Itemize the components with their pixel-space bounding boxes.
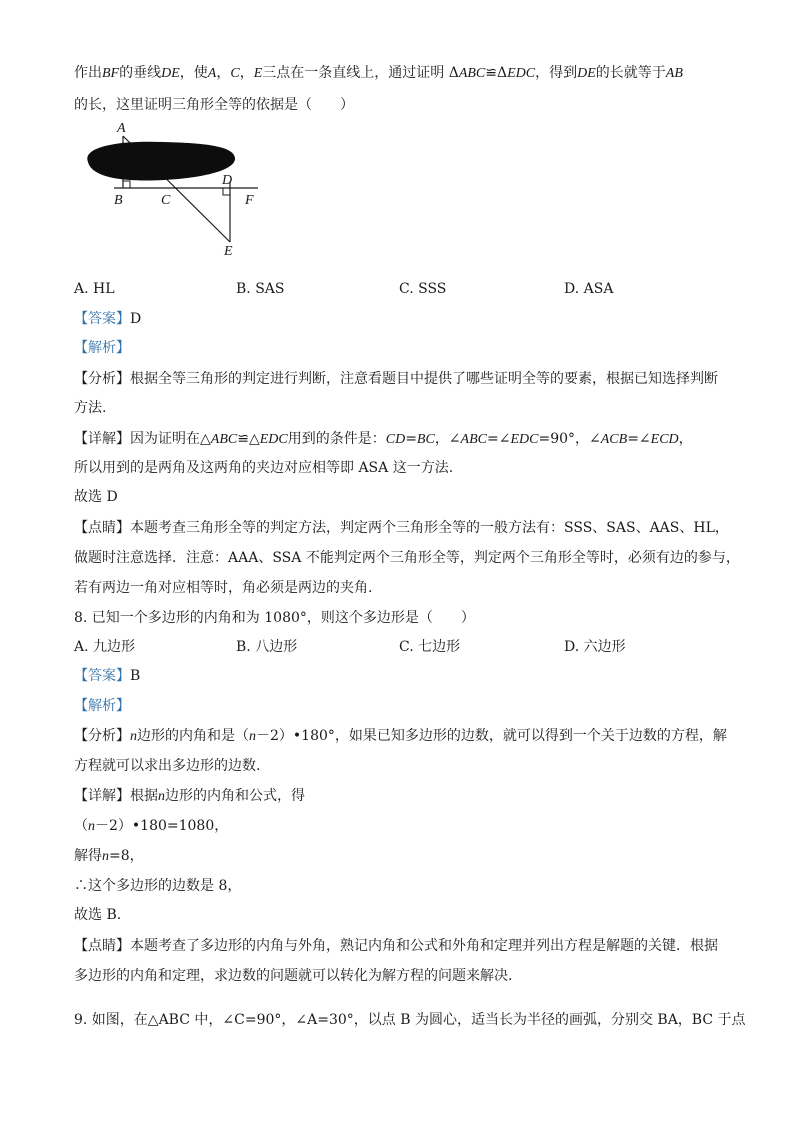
q7-option-c[interactable]: C. SSS	[399, 281, 447, 297]
q7-option-d[interactable]: D. ASA	[564, 281, 614, 297]
q9-stem: 9. 如图，在△ABC 中，∠C=90°，∠A=30°，以点 B 为圆心，适当长为半径的画弧，分别交 BA，BC 于点	[74, 1012, 746, 1028]
label-c: C	[161, 193, 171, 208]
q8-option-d[interactable]: D. 六边形	[564, 639, 626, 655]
right-angle-d-mark	[223, 188, 230, 195]
label-e: E	[224, 244, 233, 258]
label-f: F	[245, 193, 254, 208]
ink-blot	[87, 142, 235, 181]
label-d: D	[222, 173, 233, 188]
label-a: A	[117, 121, 126, 136]
q8-fenxi-line1: 【分析】n边形的内角和是（n－2）•180°，如果已知多边形的边数，就可以得到一个关于边数的方程，解	[74, 728, 727, 744]
right-angle-b-mark	[123, 181, 130, 188]
q7-analysis-tag: 【解析】	[74, 340, 130, 356]
q8-analysis-tag: 【解析】	[74, 698, 130, 714]
q7-comment-line2: 做题时注意选择．注意：AAA、SSA 不能判定两个三角形全等，判定两个三角形全等时，必须有边的参与，	[74, 550, 740, 566]
q7-stem-line1: 作出BF的垂线DE，使A，C，E三点在一条直线上，通过证明 ΔABC≌ΔEDC，得到DE的长就等于AB	[74, 65, 683, 81]
q7-comment-line3: 若有两边一角对应相等时，角必须是两边的夹角.	[74, 580, 373, 596]
q7-comment-line1: 【点睛】本题考查三角形全等的判定方法，判定两个三角形全等的一般方法有：SSS、SAS、AAS、HL，	[74, 520, 729, 536]
q8-equation1: （n－2）•180=1080，	[74, 818, 229, 834]
q7-choose: 故选 D	[74, 489, 118, 505]
q7-fenxi-line1: 【分析】根据全等三角形的判定进行判断，注意看题目中提供了哪些证明全等的要素，根据已知选择判断	[74, 371, 718, 387]
q8-comment-line2: 多边形的内角和定理，求边数的问题就可以转化为解方程的问题来解决.	[74, 968, 513, 984]
q8-option-c[interactable]: C. 七边形	[399, 639, 461, 655]
q7-fenxi-line2: 方法.	[74, 400, 107, 416]
q8-equation2: 解得n=8，	[74, 848, 144, 864]
q7-geometry-figure	[74, 118, 274, 258]
q7-answer: 【答案】D	[74, 311, 142, 327]
q7-detail-line1: 【详解】因为证明在△ABC≌△EDC用到的条件是：CD=BC，∠ABC=∠EDC=90°，∠ACB=∠ECD，	[74, 431, 693, 447]
q8-conclusion: ∴这个多边形的边数是 8，	[74, 878, 242, 894]
q8-answer: 【答案】B	[74, 668, 141, 684]
label-b: B	[114, 193, 123, 208]
q8-stem: 8. 已知一个多边形的内角和为 1080°，则这个多边形是（ ）	[74, 610, 475, 626]
q7-option-a[interactable]: A. HL	[74, 281, 115, 297]
q8-detail-line1: 【详解】根据n边形的内角和公式，得	[74, 788, 305, 804]
q8-comment-line1: 【点睛】本题考查了多边形的内角与外角，熟记内角和公式和外角和定理并列出方程是解题的关键．根据	[74, 938, 718, 954]
q7-option-b[interactable]: B. SAS	[236, 281, 285, 297]
q8-choose: 故选 B.	[74, 907, 122, 923]
q7-stem-line2: 的长，这里证明三角形全等的依据是（ ）	[74, 97, 354, 113]
q8-option-b[interactable]: B. 八边形	[236, 639, 298, 655]
q8-fenxi-line2: 方程就可以求出多边形的边数.	[74, 758, 261, 774]
q8-option-a[interactable]: A. 九边形	[74, 639, 136, 655]
q7-detail-line2: 所以用到的是两角及这两角的夹边对应相等即 ASA 这一方法.	[74, 460, 454, 476]
